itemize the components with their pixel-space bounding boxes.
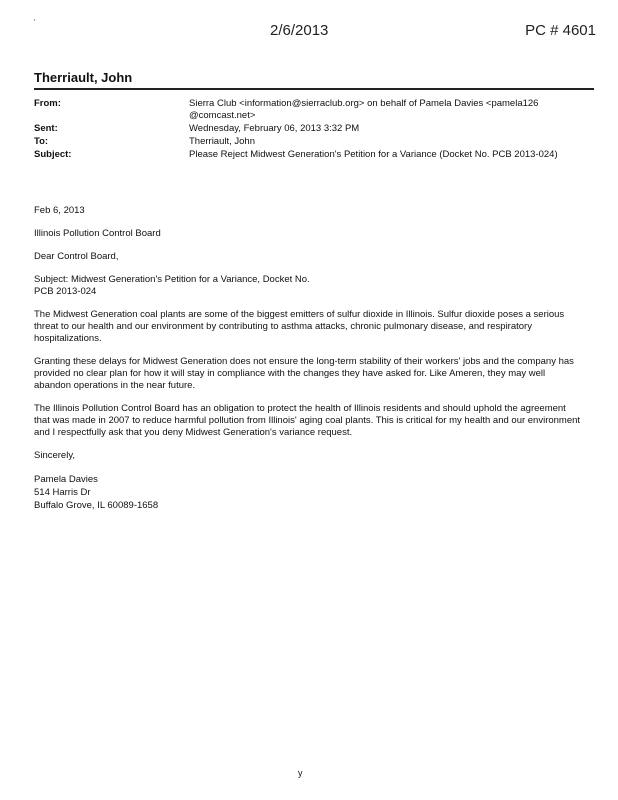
pc-number: PC # 4601 bbox=[525, 22, 596, 39]
signature-block bbox=[34, 473, 582, 512]
to-label: To: bbox=[34, 136, 49, 147]
paragraph-3: The Illinois Pollution Control Board has an obligation to protect the health of Illinois residents and should uphold the agreement that was made in 2007 to reduce harmful pollution from Illinois' aging coal plants. This is critical for my health and our environment and I respectfully ask that you deny Midwest Generation's variance request. bbox=[34, 403, 581, 438]
to-row bbox=[34, 136, 594, 148]
header-divider bbox=[34, 88, 594, 90]
subject-value: Please Reject Midwest Generation's Petition for a Variance (Docket No. PCB 2013-024) bbox=[189, 149, 558, 160]
to-value: Therriault, John bbox=[189, 136, 256, 147]
sender-name: Therriault, John bbox=[34, 70, 133, 85]
page-number: y bbox=[298, 768, 303, 778]
paragraph-2: Granting these delays for Midwest Generation does not ensure the long-term stability of their workers' jobs and the company has provided no clear plan for how it will stay in compliance with the changes they have asked for. Like Ameren, they may well abandon operations in the near future. bbox=[34, 356, 574, 391]
signature-name: Pamela Davies bbox=[34, 474, 98, 485]
letter-body bbox=[34, 205, 582, 512]
from-label: From: bbox=[34, 98, 61, 109]
letter-subject-line-1: Subject: Midwest Generation's Petition for a Variance, Docket No. bbox=[34, 274, 310, 285]
fax-date: 2/6/2013 bbox=[270, 22, 329, 39]
letter-closing: Sincerely, bbox=[34, 450, 76, 461]
letter-recipient: Illinois Pollution Control Board bbox=[34, 228, 161, 239]
scan-mark: ' bbox=[34, 18, 36, 27]
sent-row bbox=[34, 123, 594, 135]
email-meta bbox=[34, 98, 594, 162]
paragraph-1: The Midwest Generation coal plants are some of the biggest emitters of sulfur dioxide in Illinois. Sulfur dioxide poses a serious threat to our health and our environment by contributing to asthma attacks, chronic pulmonary disease, and respiratory hospitalizations. bbox=[34, 309, 565, 344]
sent-label: Sent: bbox=[34, 123, 58, 134]
subject-label: Subject: bbox=[34, 149, 72, 160]
letter-salutation: Dear Control Board, bbox=[34, 251, 119, 262]
subject-row bbox=[34, 149, 594, 161]
letter-subject-line-2: PCB 2013-024 bbox=[34, 286, 97, 297]
sent-value: Wednesday, February 06, 2013 3:32 PM bbox=[189, 123, 360, 134]
signature-city: Buffalo Grove, IL 60089-1658 bbox=[34, 500, 159, 511]
from-value: Sierra Club <information@sierraclub.org> on behalf of Pamela Davies <pamela126 @comcast.net> bbox=[189, 98, 539, 121]
from-row bbox=[34, 98, 594, 122]
signature-street: 514 Harris Dr bbox=[34, 487, 91, 498]
letter-date: Feb 6, 2013 bbox=[34, 205, 85, 216]
letter-subject bbox=[34, 274, 582, 298]
